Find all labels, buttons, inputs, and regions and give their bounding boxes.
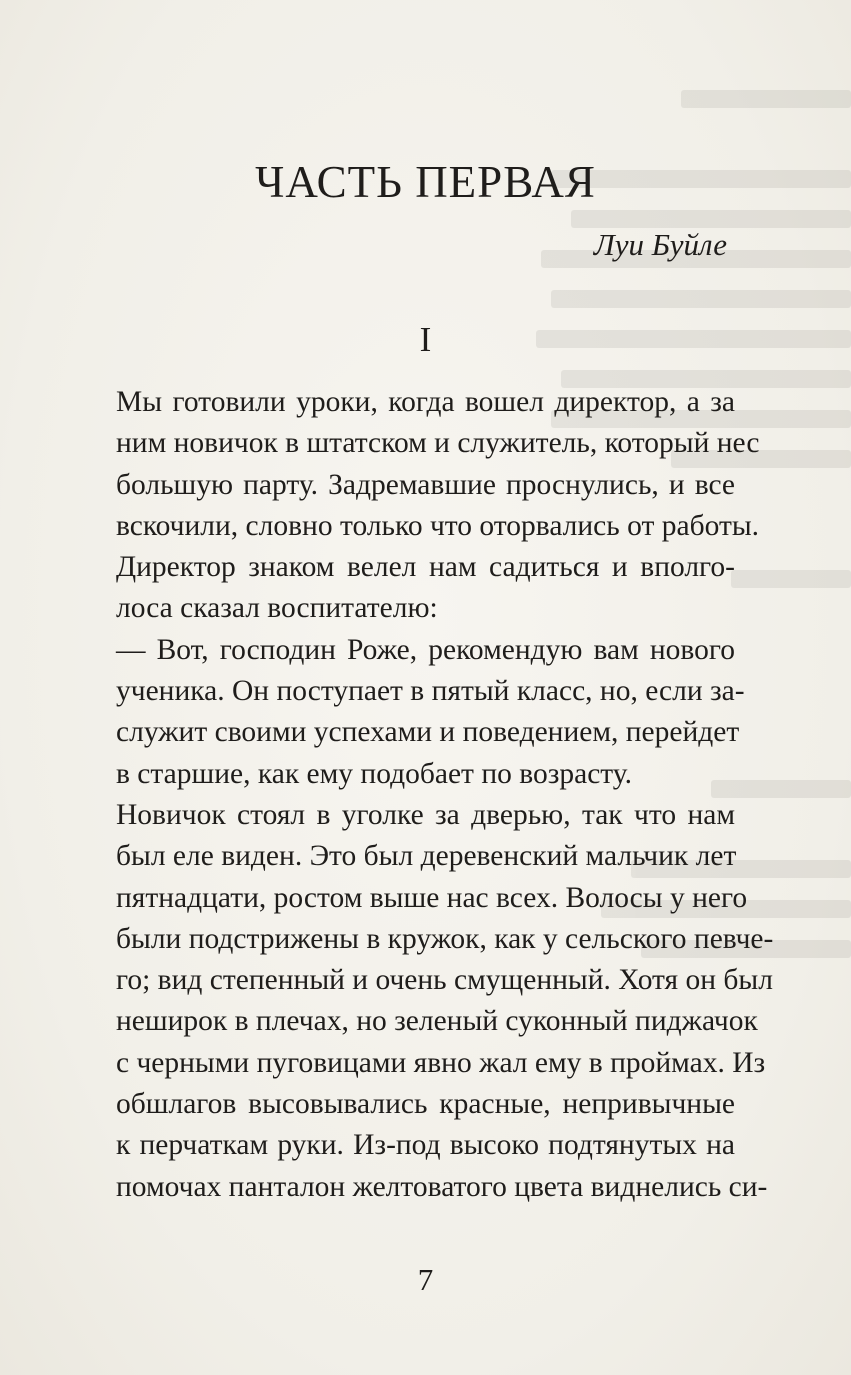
paragraph bbox=[116, 795, 774, 1208]
part-title: ЧАСТЬ ПЕРВАЯ bbox=[255, 157, 596, 207]
paragraph bbox=[116, 630, 745, 795]
text-line: ученика. Он поступает в пятый класс, но, если за- bbox=[116, 675, 745, 708]
page-number: 7 bbox=[417, 1262, 434, 1297]
text-line: служит своими успехами и поведением, перейдет bbox=[116, 716, 740, 749]
text-line: го; вид степенный и очень смущенный. Хотя он был bbox=[116, 964, 773, 997]
text-line: в старшие, как ему подобает по возрасту. bbox=[116, 757, 632, 790]
text-line: Директор знаком велел нам садиться и вполго- bbox=[116, 551, 735, 584]
paragraph bbox=[116, 382, 760, 547]
text-line: были подстрижены в кружок, как у сельского певче- bbox=[116, 922, 774, 955]
text-line: ним новичок в штатском и служитель, который нес bbox=[116, 427, 760, 460]
text-line: большую парту. Задремавшие проснулись, и все bbox=[116, 468, 735, 501]
text-line: лоса сказал воспитателю: bbox=[116, 592, 438, 625]
text-line: Мы готовили уроки, когда вошел директор, а за bbox=[116, 386, 735, 418]
dedication: Луи Буйле bbox=[593, 227, 727, 262]
text-line: пятнадцати, ростом выше нас всех. Волосы у него bbox=[116, 881, 748, 914]
paragraph bbox=[116, 547, 735, 630]
text-line: неширок в плечах, но зеленый суконный пиджачок bbox=[116, 1005, 758, 1038]
body-text bbox=[116, 382, 774, 1208]
text-line: с черными пуговицами явно жал ему в проймах. Из bbox=[116, 1046, 766, 1079]
text-line: был еле виден. Это был деревенский мальчик лет bbox=[116, 840, 737, 873]
chapter-number: I bbox=[419, 320, 432, 359]
text-line: — Вот, господин Роже, рекомендую вам нового bbox=[116, 633, 735, 666]
text-line: помочах панталон желтоватого цвета виднелись си- bbox=[116, 1170, 768, 1203]
text-line: обшлагов высовывались красные, непривычные bbox=[116, 1088, 735, 1121]
text-line: к перчаткам руки. Из-под высоко подтянутых на bbox=[116, 1129, 735, 1162]
text-line: Новичок стоял в уголке за дверью, так что нам bbox=[116, 798, 735, 831]
text-line: вскочили, словно только что оторвались от работы. bbox=[116, 509, 760, 542]
